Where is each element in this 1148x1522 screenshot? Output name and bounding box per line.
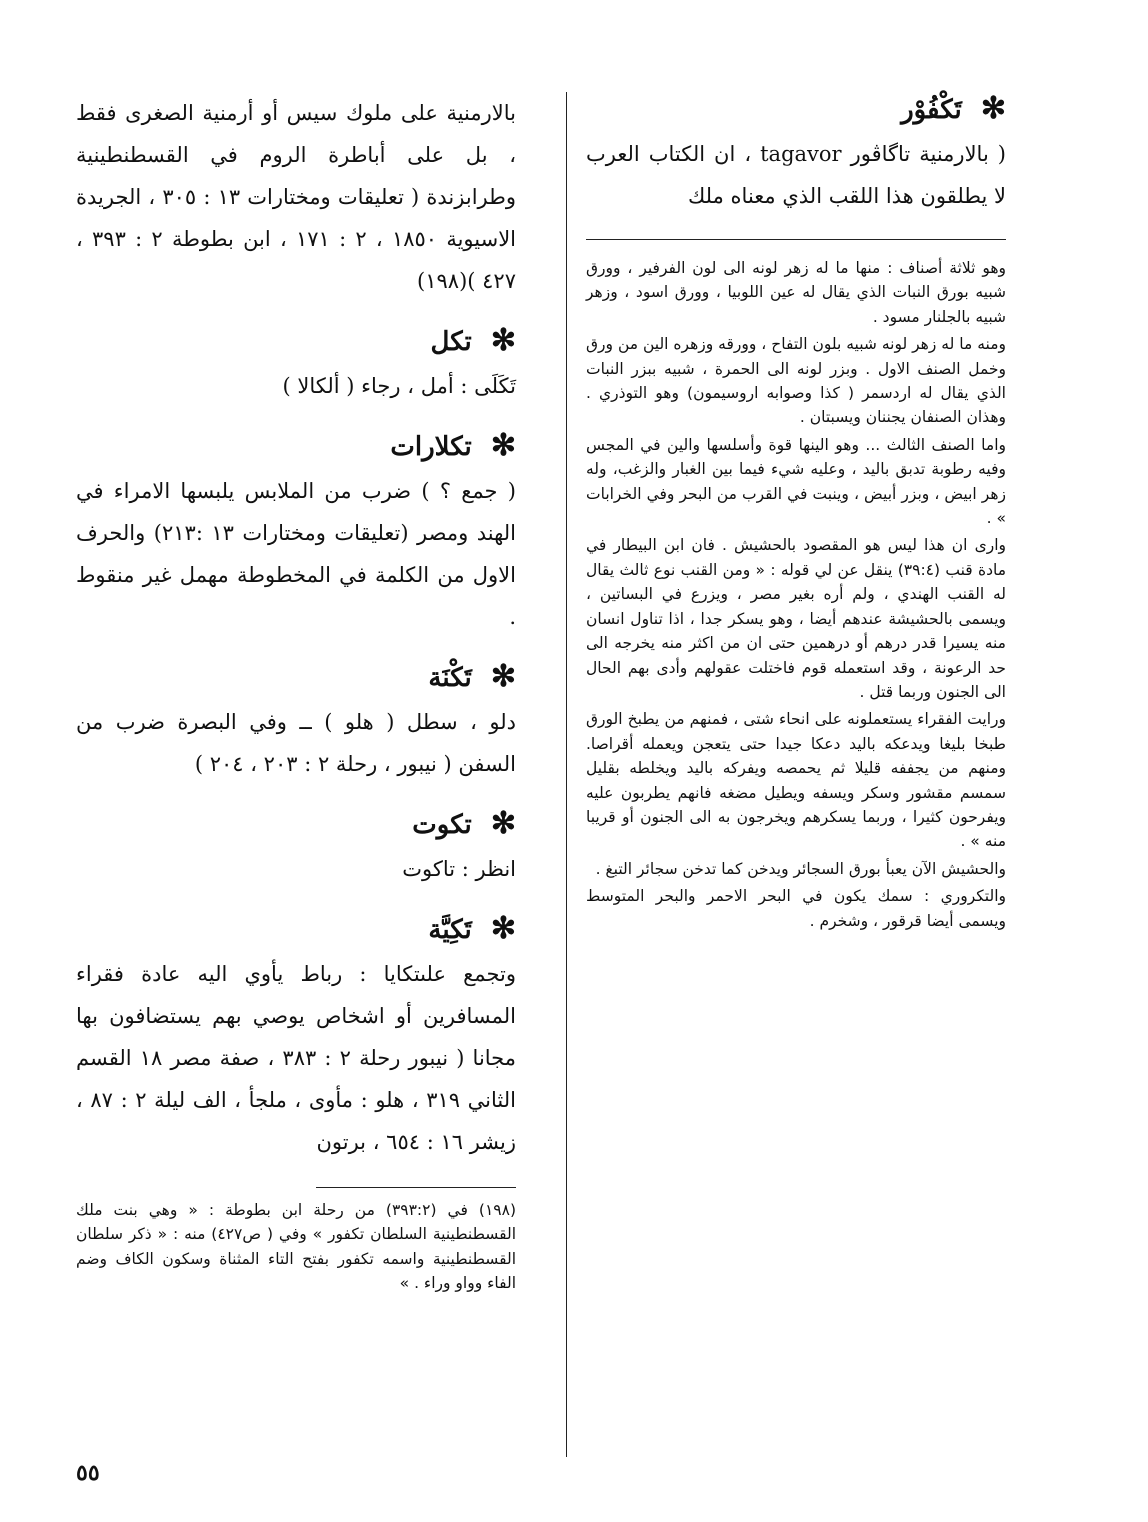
entry-definition: وتجمع علىتكايا : رباط يأوي اليه عادة فقراء المسافرين أو اشخاص يوصي بهم يستضافون بها مجانا ( نيبور رحلة ٢ : ٣٨٣ ، صفة مصر ١٨ القسم الثاني ٣١٩ ، هلو : مأوى ، ملجأ ، الف ليلة ٢ : ٨٧ ، زيشر ١٦ : ٦٥٤ ، برتون bbox=[76, 962, 516, 1154]
headword-text: تكلارات bbox=[390, 432, 472, 462]
entry-definition: انظر : تاكوت bbox=[402, 857, 516, 881]
headword-text: تكوت bbox=[412, 810, 472, 840]
headword bbox=[76, 429, 516, 464]
entry-taklarat bbox=[76, 429, 516, 638]
footnote-text: (١٩٨) في (٣٩٣:٢) من رحلة ابن بطوطة : « وهي بنت ملك القسطنطينية السلطان تكفور » وفي ( ص٤٢٧) منه : « ذكر سلطان القسطنطينية واسمه تكفور بفتح التاء المثناة وسكون الكاف وضم الفاء وواو وراء . » bbox=[76, 1201, 516, 1293]
quote-paragraph: واما الصنف الثالث ... وهو الينها قوة وأسلسها والين في المجس وفيه رطوبة تدبق باليد ، وعليه شيء فيما بين الغبار والزغب، وله زهر ابيض ، وبزر أبيض ، وينبت في القرب من البحر وفي الخرابات » . bbox=[586, 435, 1006, 528]
footnote bbox=[76, 1187, 516, 1296]
headword-text: تَكْنَة bbox=[428, 663, 472, 693]
left-column bbox=[76, 92, 516, 1296]
entry-definition: دلو ، سطل ( هلو ) ــ وفي البصرة ضرب من السفن ( نيبور ، رحلة ٢ : ٢٠٣ ، ٢٠٤ ) bbox=[76, 710, 516, 776]
quote-paragraph: واری ان هذا ليس هو المقصود بالحشيش . فان ابن البيطار في مادة قنب (٣٩:٤) ينقل عن لي قوله : « ومن القنب نوع ثالث يقال له القنب الهندي ، ولم أره بغير مصر ، ويزرع في البساتين ، ويسمى بالحشيشة عندهم أيضا ، وهو يسكر جدا ، اذا تناول انسان منه يسيرا قدر درهم أو درهمين حتى ان من اكثر منه يخرجه الى حد الرعونة ، وقد استعمله قوم فاختلت عقولهم وأدى بهم الحال الى الجنون وربما قتل . bbox=[586, 536, 1006, 701]
quote-divider bbox=[586, 239, 1006, 240]
page-number: ٥٥ bbox=[76, 1460, 100, 1486]
headword bbox=[76, 807, 516, 842]
entry-takal bbox=[76, 324, 516, 407]
headword-text: تَكِيَّة bbox=[428, 915, 472, 945]
asterisk-icon: ✻ bbox=[490, 428, 516, 463]
asterisk-icon: ✻ bbox=[490, 323, 516, 358]
headword-text: تكل bbox=[430, 327, 472, 357]
quote-paragraph: والحشيش الآن يعبأ بورق السجائر ويدخن كما تدخن سجائر التبغ . bbox=[595, 859, 1006, 878]
asterisk-icon: ✻ bbox=[490, 806, 516, 841]
asterisk-icon: ✻ bbox=[490, 911, 516, 946]
entry-takiyya bbox=[76, 912, 516, 1163]
entry-definition: ( بالارمنية تاگاڤور tagavor ، ان الكتاب العرب لا يطلقون هذا اللقب الذي معناه ملك bbox=[586, 142, 1006, 208]
headword bbox=[76, 660, 516, 695]
quote-paragraph: ورايت الفقراء يستعملونه على انحاء شتى ، فمنهم من يطبخ الورق طبخا بليغا ويدعكه باليد دعكا جيدا حتى يتعجن ويعمله أقراصا. ومنهم من يجففه قليلا ثم يحمصه ويفركه باليد ويخلطه بقليل سمسم مقشور وسكر ويسفه ويطيل مضغه فانهم يطربون عليه ويفرحون كثيرا ، وربما يسكرهم ويخرجون به الى الجنون أو قريبا منه » . bbox=[586, 710, 1006, 851]
asterisk-icon: ✻ bbox=[980, 91, 1006, 126]
quote-block bbox=[586, 256, 1006, 933]
entry-definition: ( جمع ؟ ) ضرب من الملابس يلبسها الامراء في الهند ومصر (تعليقات ومختارات ١٣ :٢١٣) والحرف الاول من الكلمة في المخطوطة مهمل غير منقوط . bbox=[76, 479, 516, 629]
quote-paragraph: والتكروري : سمك يكون في البحر الاحمر والبحر المتوسط ويسمى أيضا قرقور ، وشخرم . bbox=[586, 887, 1006, 930]
asterisk-icon: ✻ bbox=[490, 659, 516, 694]
right-column bbox=[586, 92, 1006, 936]
headword bbox=[586, 92, 1006, 127]
entry-takna bbox=[76, 660, 516, 785]
headword bbox=[76, 912, 516, 947]
entry-takut bbox=[76, 807, 516, 890]
entry-definition: تَكَلَى : أمل ، رجاء ( ألكالا ) bbox=[282, 374, 516, 398]
entry-continuation bbox=[76, 92, 516, 302]
entry-takfur bbox=[586, 92, 1006, 217]
continuation-text: بالارمنية على ملوك سيس أو أرمنية الصغرى فقط ، بل على أباطرة الروم في القسطنطينية وطرابزندة ( تعليقات ومختارات ١٣ : ٣٠٥ ، الجريدة الاسيوية ١٨٥٠ ، ٢ : ١٧١ ، ابن بطوطة ٢ : ٣٩٣ ، ٤٢٧ )(١٩٨) bbox=[76, 101, 517, 293]
quote-paragraph: وهو ثلاثة أصناف : منها ما له زهر لونه الى لون الفرفير ، وورق شبيه بورق النبات الذي يقال له عين اللوبيا ، وورق اسود ، وزهر شبيه بالجلنار مسود . bbox=[586, 259, 1006, 326]
headword bbox=[76, 324, 516, 359]
headword-text: تَكْفُوْر bbox=[901, 95, 962, 125]
quote-paragraph: ومنه ما له زهر لونه شبيه بلون التفاح ، وورقه وزهره الين من ورق وخمل الصنف الاول . وبزر لونه الى الحمرة ، شبيه ببزر النبات الذي يقال له اردسمر ( كذا وصوابه اروسيمون) وهو التوذري . وهذان الصنفان يجننان ويسبتان . bbox=[586, 335, 1006, 427]
footnote-rule bbox=[316, 1187, 516, 1188]
column-divider bbox=[566, 92, 567, 1457]
